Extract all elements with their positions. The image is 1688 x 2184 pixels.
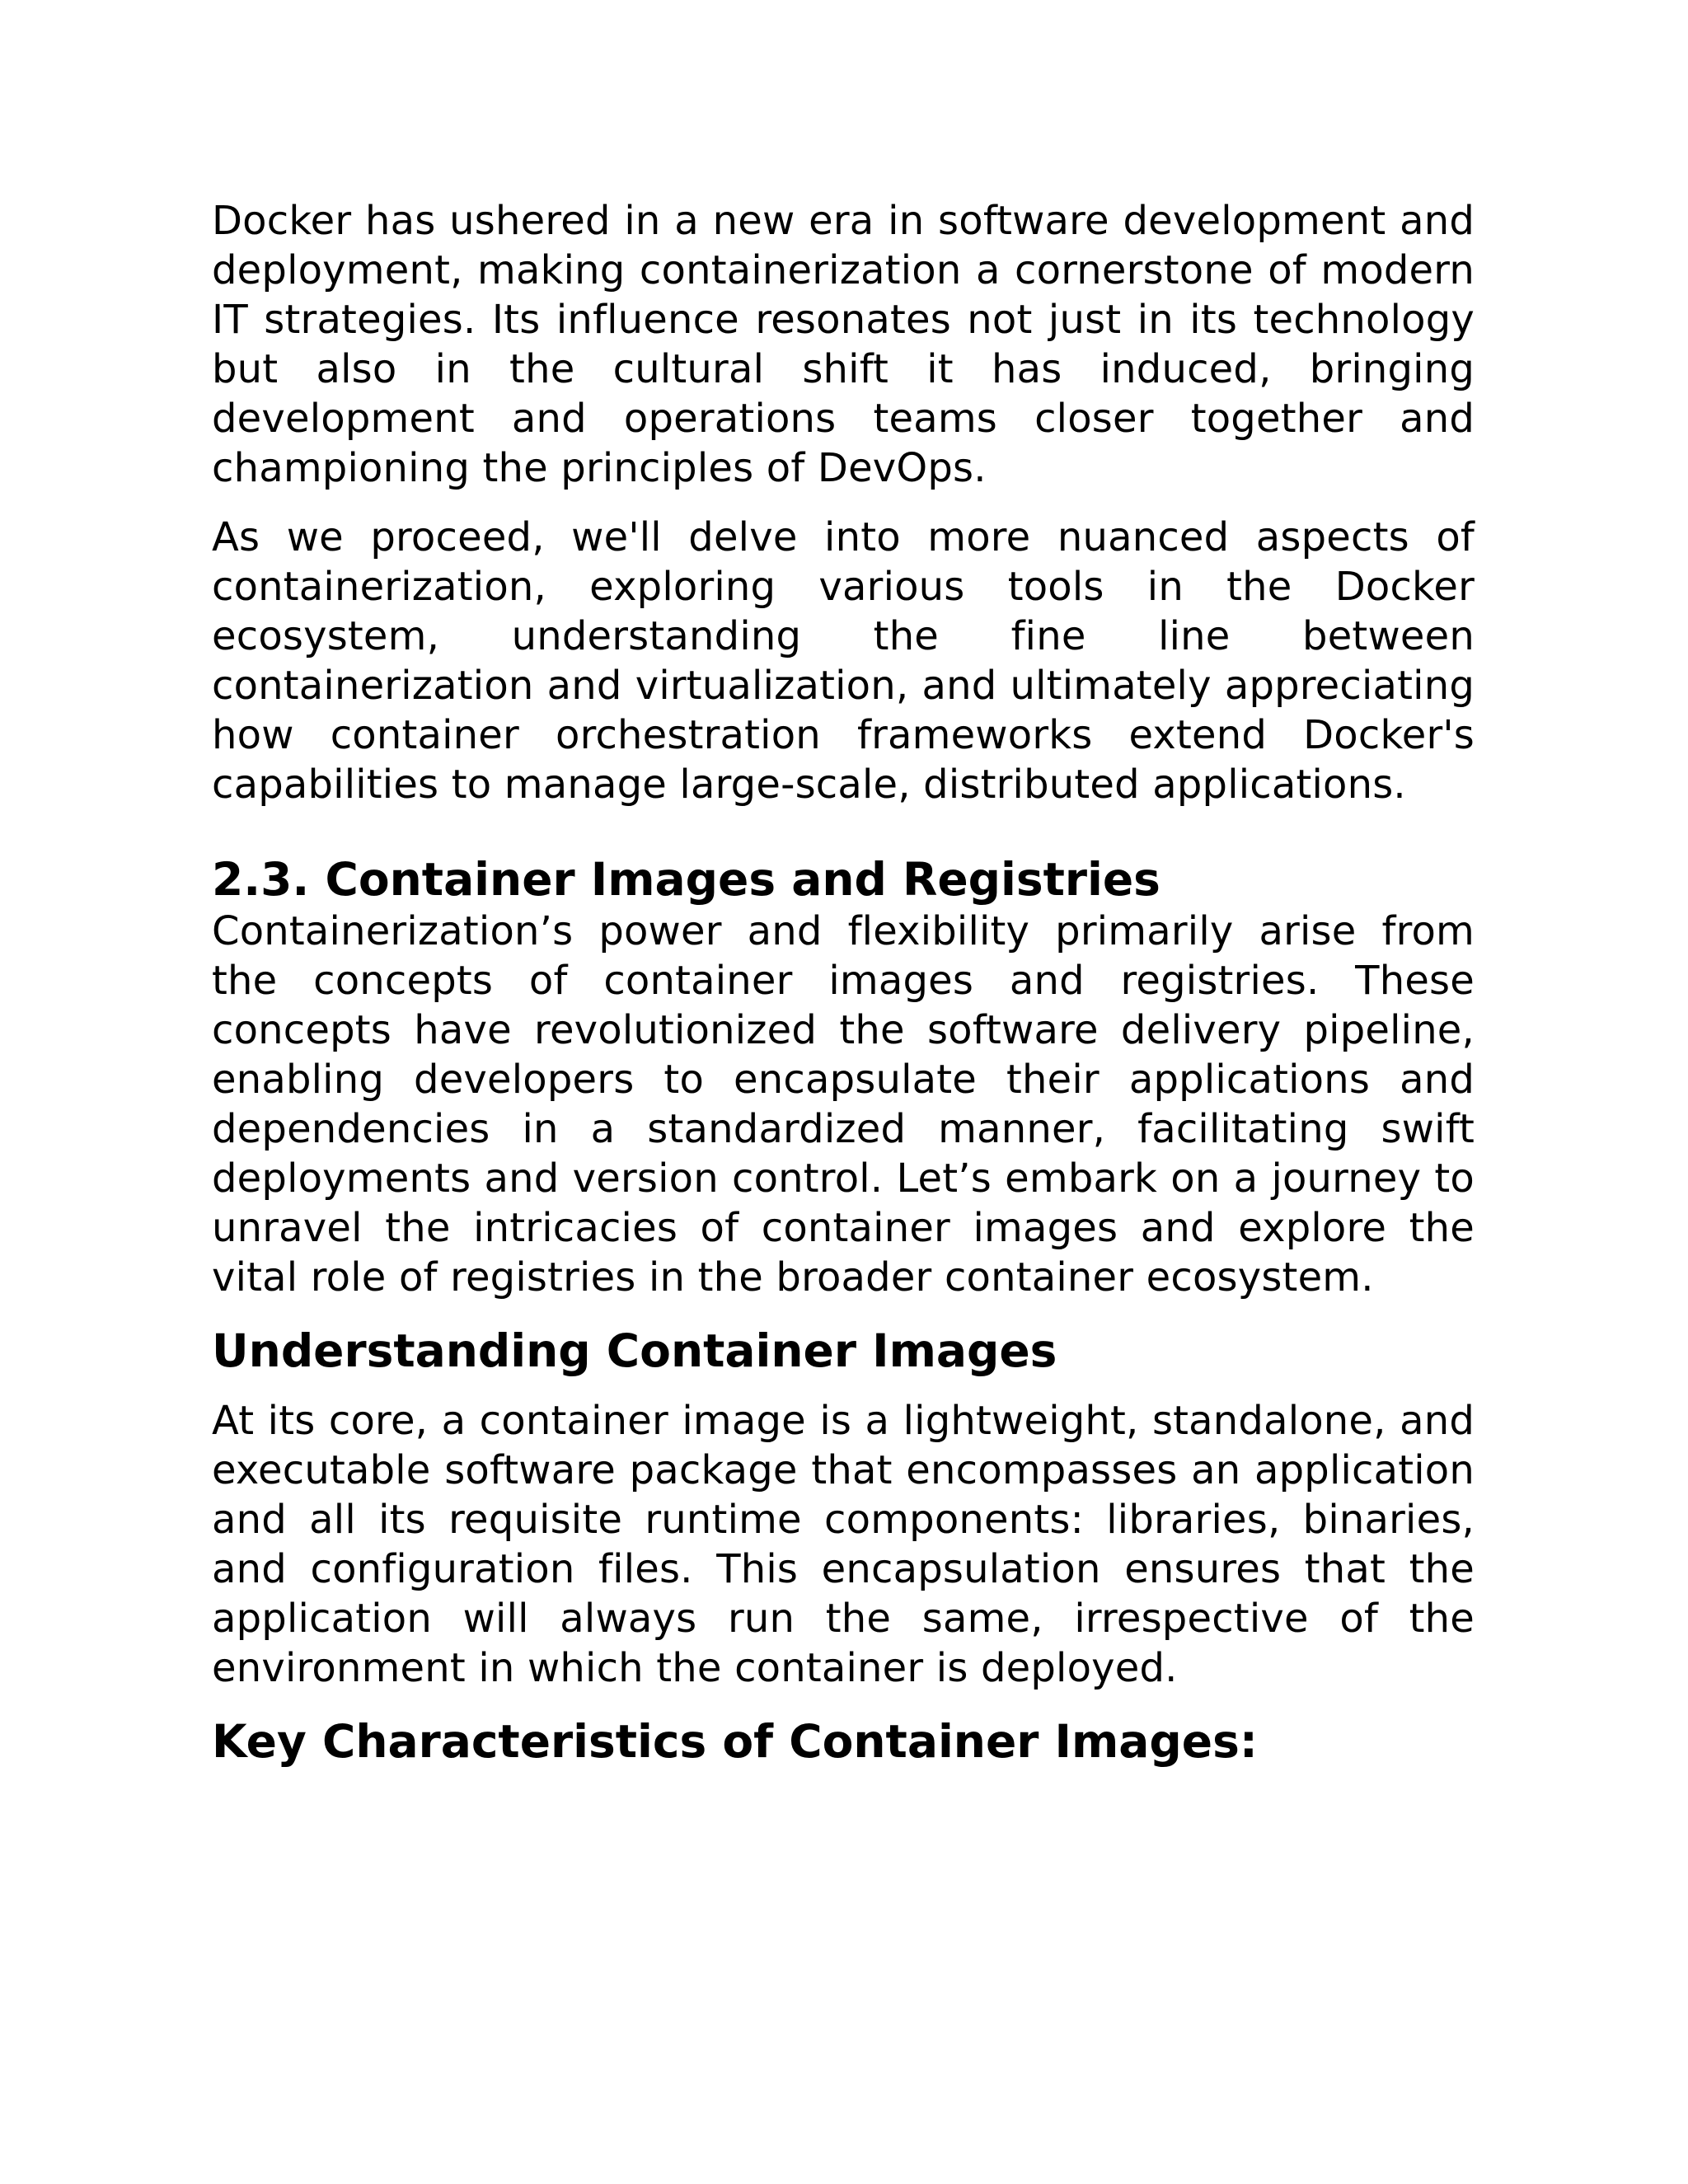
paragraph-docker-era: Docker has ushered in a new era in software development and deployment, making containerization a cornerstone of modern IT strategies. Its influence resonates not just in its technology but also in the cultural shift it has induced, bringing development and operations teams closer together and championing the principles of DevOps. xyxy=(212,198,1475,491)
spacer xyxy=(212,1693,1475,1714)
paragraph-proceed: As we proceed, we'll delve into more nuanced aspects of containerization, exploring various tools in the Docker ecosystem, understanding the fine line between containerization and virtualization, and ultimately appreciating how container orchestration frameworks extend Docker's capabilities to manage large-scale, distributed applications. xyxy=(212,514,1475,808)
paragraph-container-image-core: At its core, a container image is a lightweight, standalone, and executable software package that encompasses an application and all its requisite runtime components: libraries, binaries, and configuration files. This encapsulation ensures that the application will always run the same, irrespective of the environment in which the container is deployed. xyxy=(212,1398,1475,1691)
subheading-key-characteristics: Key Characteristics of Container Images: xyxy=(212,1715,1258,1768)
section-heading: 2.3. Container Images and Registries xyxy=(212,853,1160,906)
spacer xyxy=(212,809,1475,852)
subheading-understanding: Understanding Container Images xyxy=(212,1324,1057,1377)
paragraph-images-registries: Containerization’s power and flexibility primarily arise from the concepts of container images and registries. These concepts have revolutionized the software delivery pipeline, enabling developers to encapsulate their applications and dependencies in a standardized manner, facilitating swift deployments and version control. Let’s embark on a journey to unravel the intricacies of container images and explore the vital role of registries in the broader container ecosystem. xyxy=(212,908,1475,1301)
spacer xyxy=(212,493,1475,513)
document-page xyxy=(212,196,1475,1769)
spacer xyxy=(212,1378,1475,1396)
spacer xyxy=(212,1302,1475,1324)
